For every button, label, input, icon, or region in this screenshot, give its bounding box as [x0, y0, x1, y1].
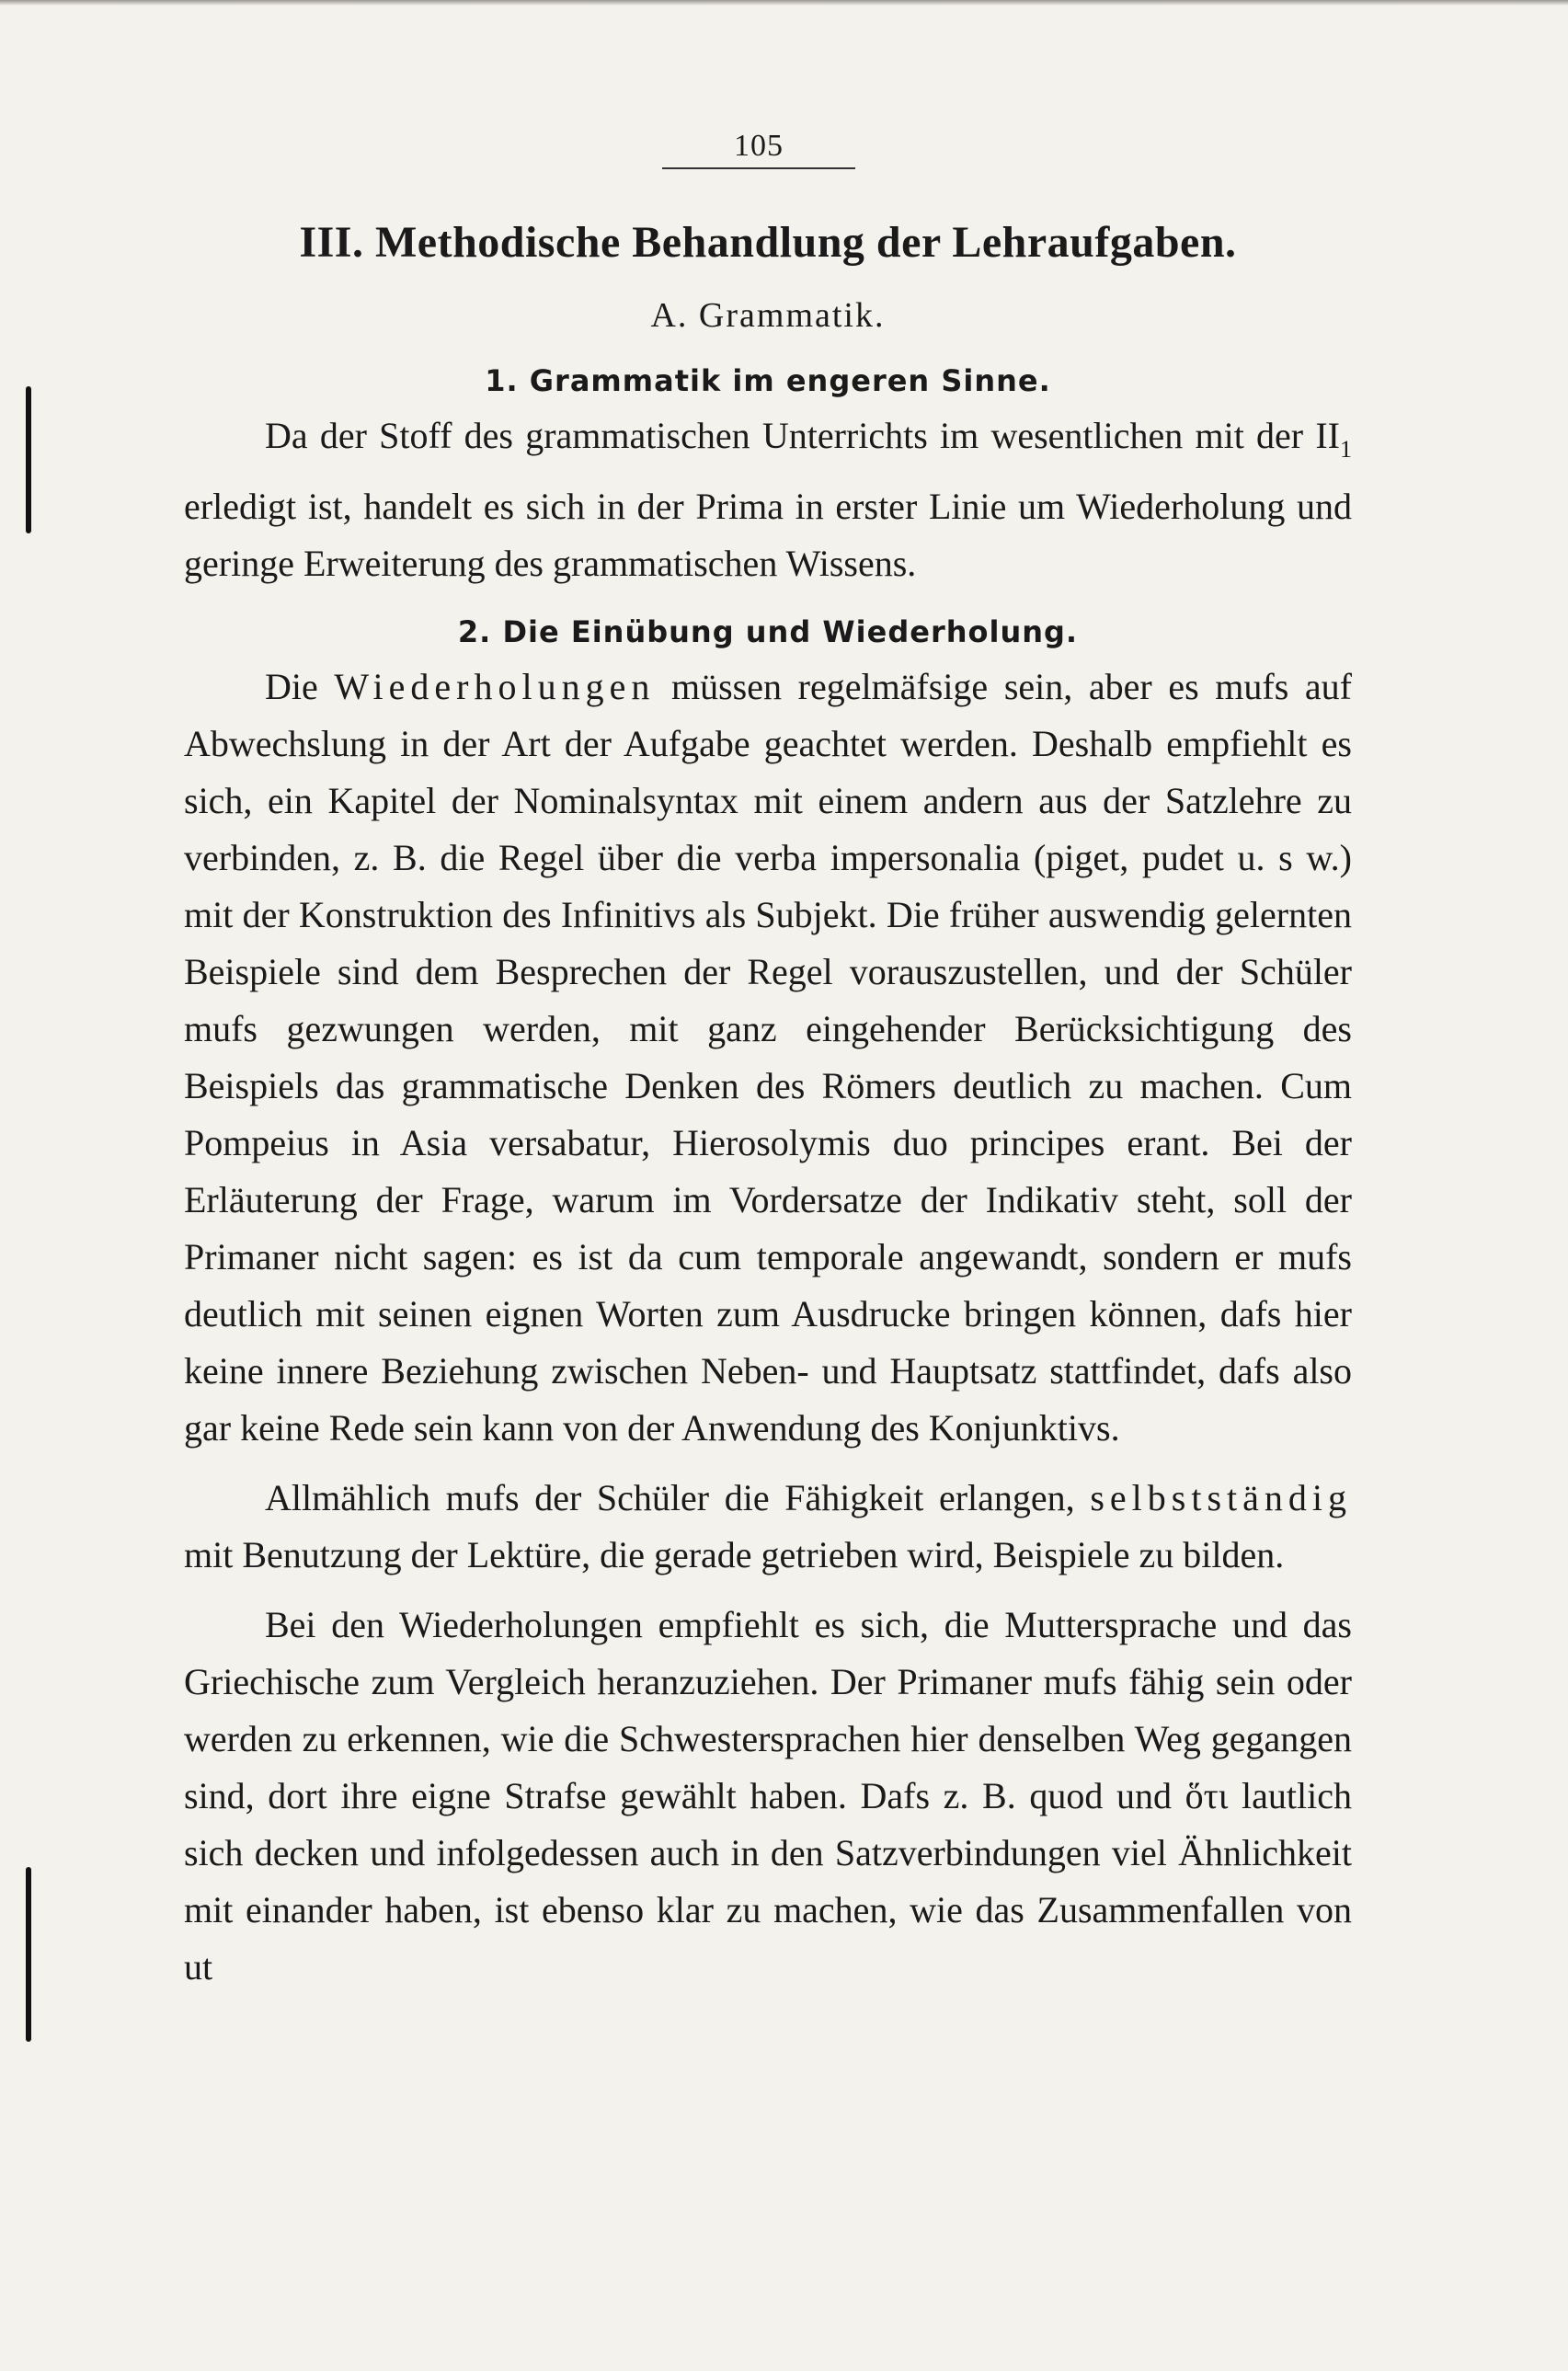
- margin-mark-bottom: [26, 1867, 31, 2042]
- paragraph-3-emphasis: selbstständig: [1090, 1477, 1352, 1518]
- subsection-heading-1: 1. Grammatik im engeren Sinne.: [485, 363, 1051, 398]
- paragraph-1-text-a: Da der Stoff des grammatischen Unterrichts im wesentlichen mit der II: [265, 415, 1340, 456]
- subsection-heading-2: 2. Die Einübung und Wiederholung.: [457, 614, 1079, 649]
- paragraph-3: [184, 1470, 1352, 1584]
- paragraph-3-text-a: Allmählich mufs der Schüler die Fähigkeit erlangen,: [265, 1477, 1091, 1518]
- paragraph-2: [184, 659, 1352, 1457]
- paragraph-4: Bei den Wiederholungen empfiehlt es sich, die Muttersprache und das Griechische zum Vergleich heranzuziehen. Der Primaner mufs fähig sein oder werden zu erkennen, wie die Schwestersprachen hier denselben Weg gegangen sind, dort ihre eigne Strafse gewählt haben. Dafs z. B. quod und ὅτι lautlich sich decken und infolgedessen auch in den Satzverbindungen viel Ähnlichkeit mit einander haben, ist ebenso klar zu machen, wie das Zusammenfallen von ut: [184, 1604, 1352, 1987]
- section-title: A. Grammatik.: [650, 296, 886, 335]
- margin-mark-top: [26, 386, 31, 533]
- paragraph-3-text-b: mit Benutzung der Lektüre, die gerade getrieben wird, Beispiele zu bilden.: [184, 1534, 1285, 1575]
- chapter-title: III. Methodische Behandlung der Lehraufgaben.: [299, 218, 1237, 267]
- page-number: 105: [662, 129, 855, 169]
- scan-edge: [0, 0, 1568, 6]
- book-page: [184, 129, 1352, 1996]
- paragraph-1-subscript: 1: [1340, 436, 1352, 463]
- paragraph-2-emphasis: Wiederholungen: [334, 666, 656, 707]
- paragraph-2-text-b: müssen regelmäfsige sein, aber es mufs auf Abwechslung in der Art der Aufgabe geachtet werden. Deshalb empfiehlt es sich, ein Kapitel der Nominalsyntax mit einem andern aus der Satzlehre zu verbinden, z. B. die Regel über die verba impersonalia (piget, pudet u. s w.) mit der Konstruktion des Infinitivs als Subjekt. Die früher auswendig gelernten Beispiele sind dem Besprechen der Regel vorauszustellen, und der Schüler mufs gezwungen werden, mit ganz eingehender Berücksichtigung des Beispiels das grammatische Denken des Römers deutlich zu machen. Cum Pompeius in Asia versabatur, Hierosolymis duo principes erant. Bei der Erläuterung der Frage, warum im Vordersatze der Indikativ steht, soll der Primaner nicht sagen: es ist da cum temporale angewandt, sondern er mufs deutlich mit seinen eignen Worten zum Ausdrucke bringen können, dafs hier keine innere Beziehung zwischen Neben- und Hauptsatz stattfindet, dafs also gar keine Rede sein kann von der Anwendung des Konjunktivs.: [184, 666, 1352, 1449]
- paragraph-1-text-b: erledigt ist, handelt es sich in der Prima in erster Linie um Wiederholung und geringe Erweiterung des grammatischen Wissens.: [184, 486, 1352, 584]
- paragraph-1: [184, 407, 1352, 592]
- paragraph-2-text-a: Die: [265, 666, 335, 707]
